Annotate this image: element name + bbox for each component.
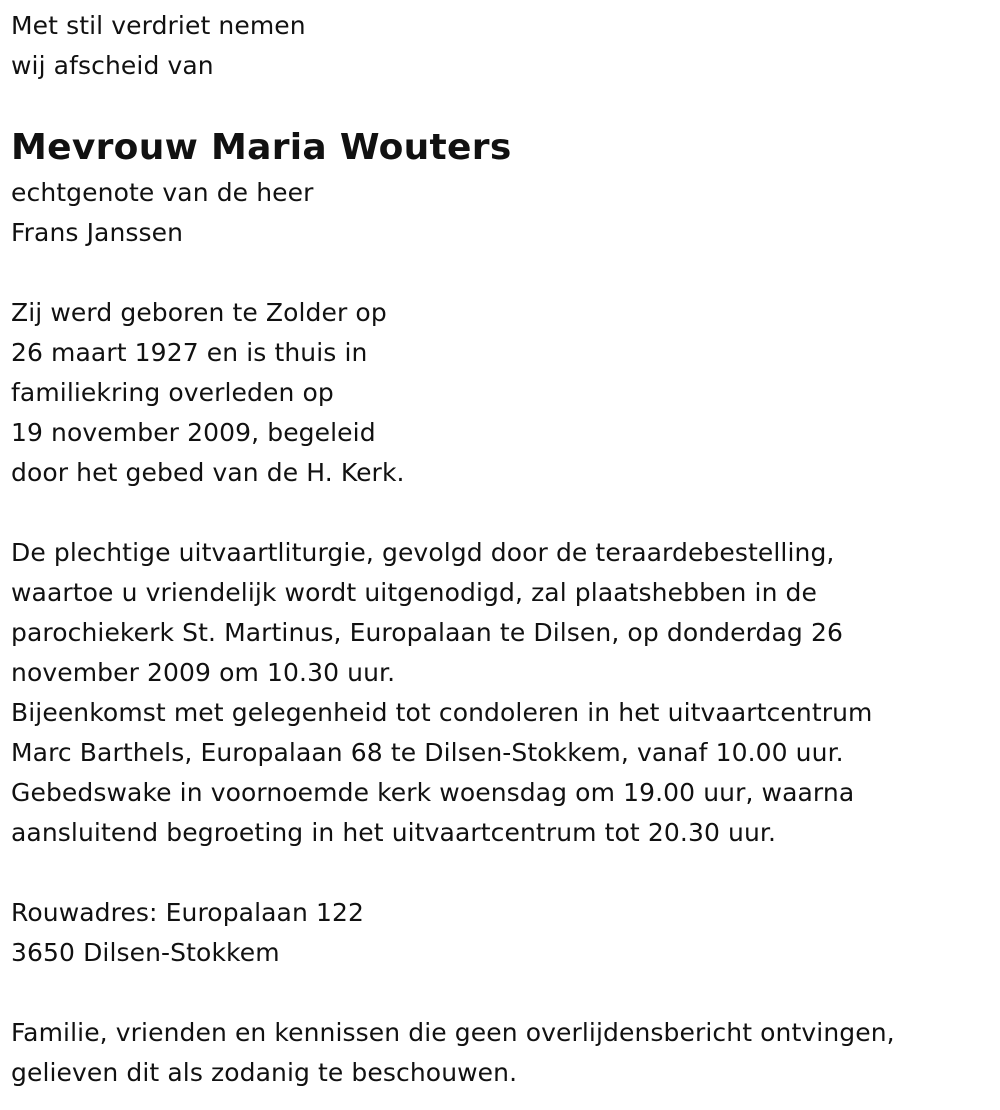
biography-line: familiekring overleden op xyxy=(11,378,334,407)
funeral-line: november 2009 om 10.30 uur. xyxy=(11,658,396,687)
biography-block xyxy=(11,293,1000,493)
funeral-line: Gebedswake in voornoemde kerk woensdag om 19.00 uur, waarna xyxy=(11,778,855,807)
funeral-line: Bijeenkomst met gelegenheid tot condoleren in het uitvaartcentrum xyxy=(11,698,873,727)
address-line: 3650 Dilsen-Stokkem xyxy=(11,938,280,967)
funeral-line: Marc Barthels, Europalaan 68 te Dilsen-Stokkem, vanaf 10.00 uur. xyxy=(11,738,844,767)
funeral-block xyxy=(11,533,1000,853)
spacer xyxy=(11,853,1000,893)
spouse-block xyxy=(11,173,1000,253)
biography-line: 19 november 2009, begeleid xyxy=(11,418,376,447)
spacer xyxy=(11,973,1000,1013)
address-line: Rouwadres: Europalaan 122 xyxy=(11,898,364,927)
closing-block xyxy=(11,1013,1000,1093)
spouse-line: echtgenote van de heer xyxy=(11,178,314,207)
intro-line: wij afscheid van xyxy=(11,51,214,80)
biography-line: 26 maart 1927 en is thuis in xyxy=(11,338,368,367)
biography-line: Zij werd geboren te Zolder op xyxy=(11,298,387,327)
funeral-line: De plechtige uitvaartliturgie, gevolgd door de teraardebestelling, xyxy=(11,538,835,567)
funeral-line: waartoe u vriendelijk wordt uitgenodigd, zal plaatshebben in de xyxy=(11,578,818,607)
intro-block xyxy=(11,6,1000,86)
address-block xyxy=(11,893,1000,973)
intro-line: Met stil verdriet nemen xyxy=(11,11,306,40)
spacer xyxy=(11,253,1000,293)
spacer xyxy=(11,493,1000,533)
deceased-name: Mevrouw Maria Wouters xyxy=(11,127,512,168)
biography-line: door het gebed van de H. Kerk. xyxy=(11,458,405,487)
closing-line: gelieven dit als zodanig te beschouwen. xyxy=(11,1058,518,1087)
funeral-line: aansluitend begroeting in het uitvaartcentrum tot 20.30 uur. xyxy=(11,818,777,847)
funeral-line: parochiekerk St. Martinus, Europalaan te Dilsen, op donderdag 26 xyxy=(11,618,843,647)
spouse-line: Frans Janssen xyxy=(11,218,184,247)
closing-line: Familie, vrienden en kennissen die geen overlijdensbericht ontvingen, xyxy=(11,1018,895,1047)
